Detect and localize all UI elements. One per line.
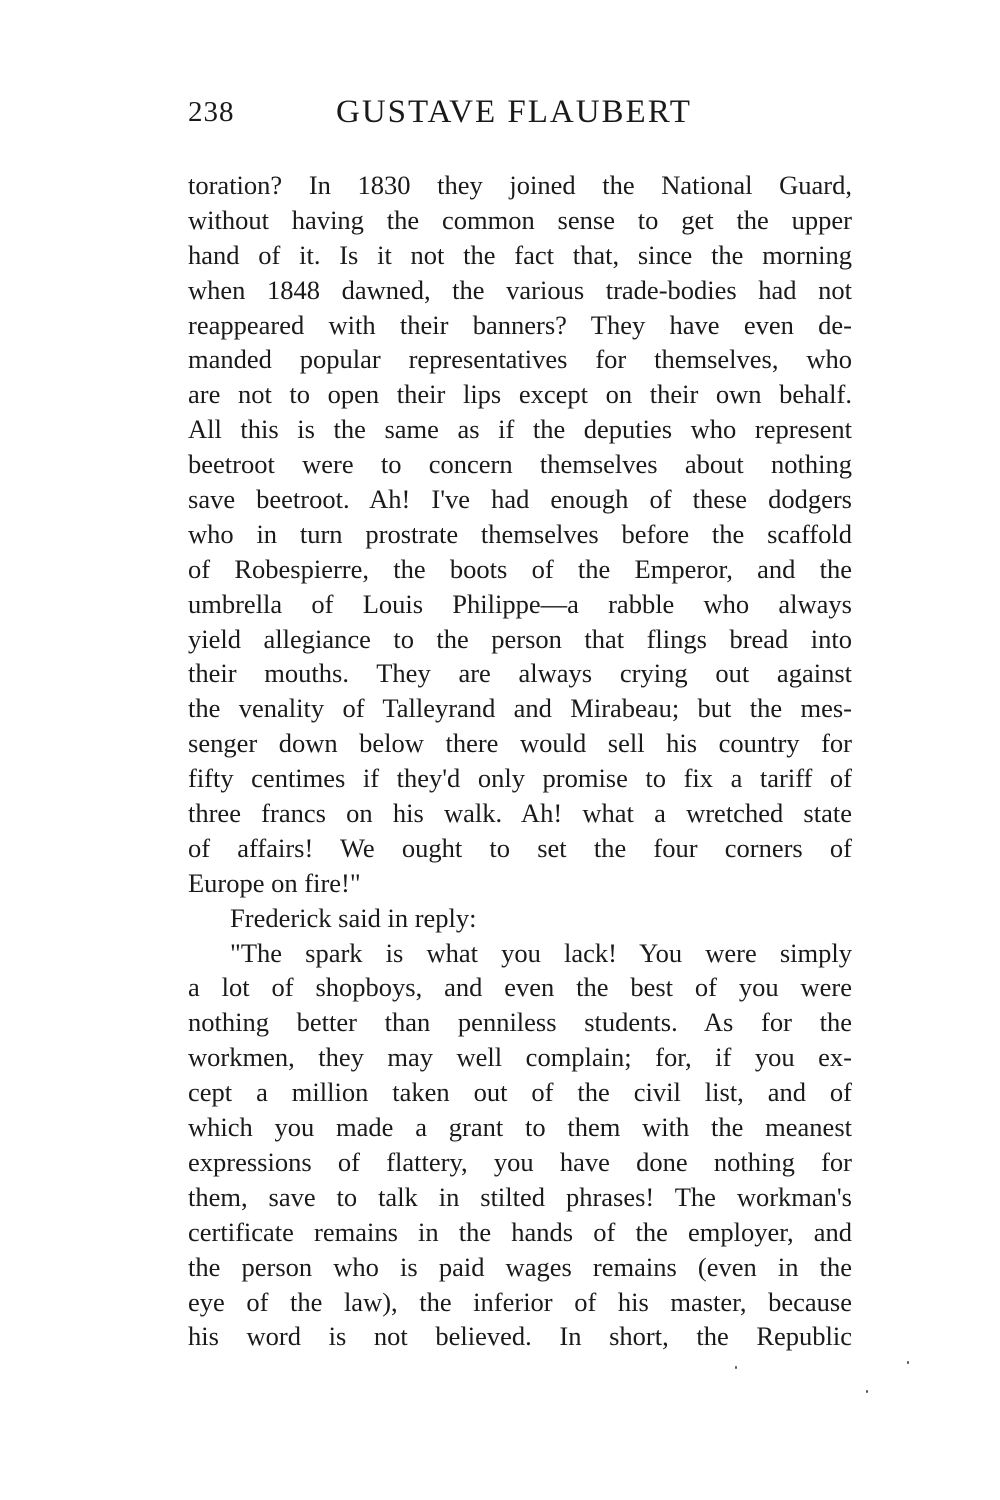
text-line: certificate remains in the hands of the employer, and (188, 1216, 852, 1247)
text-line: senger down below there would sell his country for (188, 728, 852, 759)
text-line: cept a million taken out of the civil list, and of (188, 1077, 852, 1108)
text-line: nothing better than penniless students. As for the (188, 1007, 852, 1038)
text-line: their mouths. They are always crying out against (188, 658, 852, 689)
text-line: Frederick said in reply: (230, 902, 477, 933)
scan-speck (866, 1390, 868, 1393)
text-line: "The spark is what you lack! You were simply (230, 937, 852, 968)
text-line: when 1848 dawned, the various trade-bodies had not (188, 274, 852, 305)
text-line: Europe on fire!" (188, 867, 361, 898)
text-line: of Robespierre, the boots of the Emperor, and the (188, 553, 852, 584)
page-header (188, 96, 858, 146)
text-line: without having the common sense to get the upper (188, 204, 852, 235)
text-line: fifty centimes if they'd only promise to fix a tariff of (188, 763, 852, 794)
text-line: his word is not believed. In short, the Republic (188, 1321, 852, 1352)
text-line: are not to open their lips except on their own behalf. (188, 379, 852, 410)
text-line: a lot of shopboys, and even the best of you were (188, 972, 852, 1003)
text-line: eye of the law), the inferior of his master, because (188, 1286, 852, 1317)
text-line: yield allegiance to the person that flings bread into (188, 623, 852, 654)
text-line: manded popular representatives for themselves, who (188, 344, 852, 375)
body-text (188, 168, 852, 1354)
text-line: of affairs! We ought to set the four corners of (188, 832, 852, 863)
text-line: which you made a grant to them with the meanest (188, 1112, 852, 1143)
text-line: the person who is paid wages remains (even in the (188, 1251, 852, 1282)
text-line: expressions of flattery, you have done nothing for (188, 1146, 852, 1177)
scan-speck (907, 1361, 909, 1364)
text-line: beetroot were to concern themselves about nothing (188, 449, 852, 480)
text-line: umbrella of Louis Philippe—a rabble who always (188, 588, 852, 619)
text-line: the venality of Talleyrand and Mirabeau; but the mes- (188, 693, 852, 724)
page-number: 238 (188, 96, 235, 128)
text-line: workmen, they may well complain; for, if you ex- (188, 1042, 852, 1073)
text-line: reappeared with their banners? They have even de- (188, 309, 852, 340)
text-line: three francs on his walk. Ah! what a wretched state (188, 798, 852, 829)
text-line: All this is the same as if the deputies who represent (188, 414, 852, 445)
text-line: them, save to talk in stilted phrases! The workman's (188, 1181, 852, 1212)
text-line: hand of it. Is it not the fact that, since the morning (188, 239, 852, 270)
text-line: toration? In 1830 they joined the National Guard, (188, 170, 852, 200)
text-line: save beetroot. Ah! I've had enough of these dodgers (188, 484, 852, 515)
running-title: GUSTAVE FLAUBERT (336, 94, 692, 130)
text-line: who in turn prostrate themselves before the scaffold (188, 518, 852, 549)
scan-speck (735, 1366, 737, 1369)
